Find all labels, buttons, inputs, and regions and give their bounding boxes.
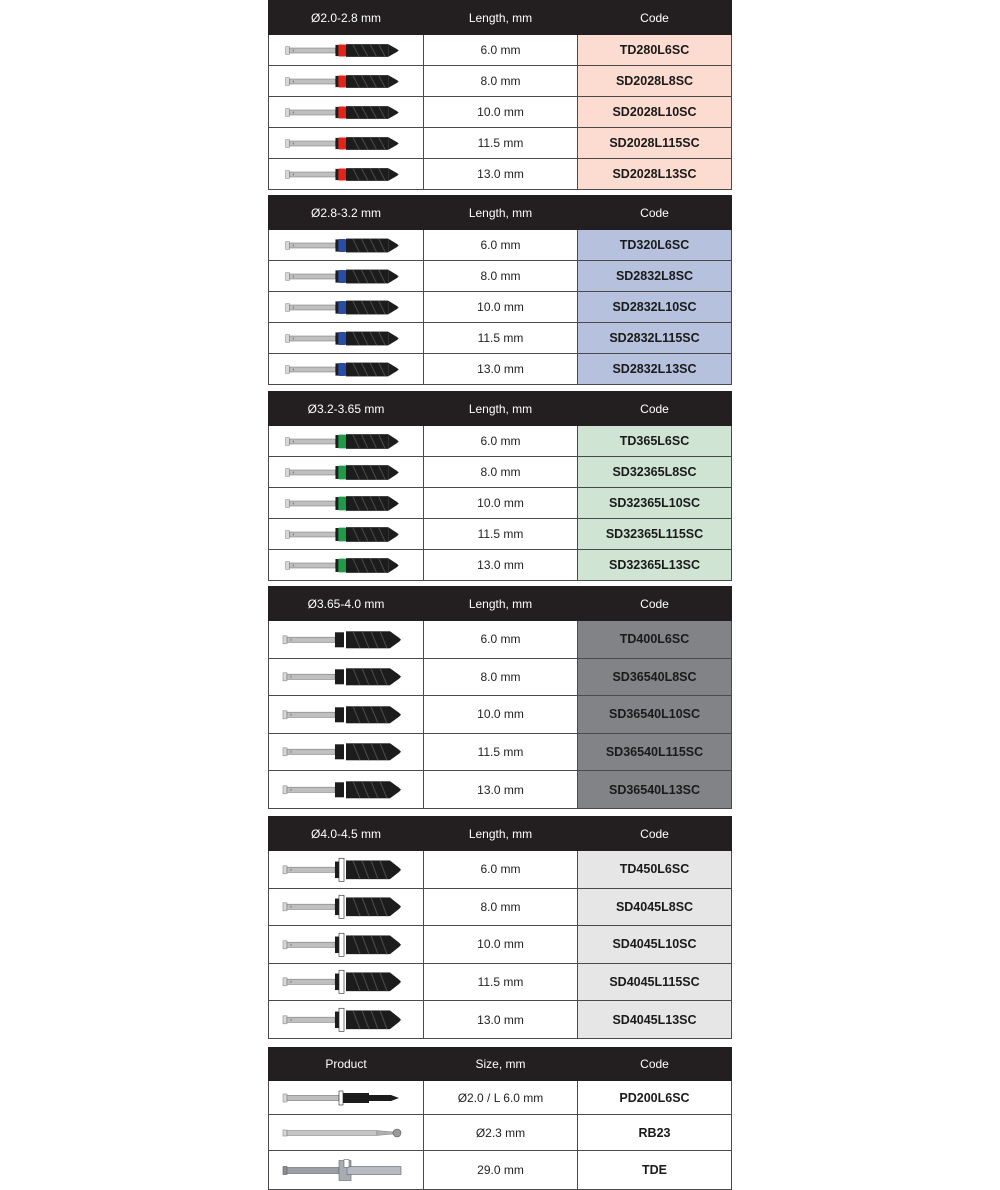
table-row [269, 888, 732, 926]
drill-image-cell [269, 926, 424, 964]
length-cell: 8.0 mm [424, 658, 578, 696]
drill-image-cell [269, 550, 424, 581]
code-cell: PD200L6SC [578, 1081, 732, 1115]
table-row [269, 66, 732, 97]
twist-drill-icon [281, 930, 411, 960]
column-header-diameter: Ø2.8-3.2 mm [269, 196, 424, 230]
code-cell: SD2028L10SC [578, 97, 732, 128]
table-header-row [269, 1, 732, 35]
length-cell: 10.0 mm [424, 696, 578, 734]
table-header-row [269, 1048, 732, 1081]
length-cell: 13.0 mm [424, 1001, 578, 1039]
size-cell: 29.0 mm [424, 1151, 578, 1190]
length-cell: 6.0 mm [424, 621, 578, 659]
accessory-product-table [268, 1047, 732, 1190]
twist-drill-icon [281, 662, 411, 692]
column-header-length: Length, mm [424, 392, 578, 426]
length-cell: 13.0 mm [424, 159, 578, 190]
column-header-length: Length, mm [424, 587, 578, 621]
code-cell: SD2028L13SC [578, 159, 732, 190]
twist-drill-icon [281, 430, 411, 453]
drill-image-cell [269, 1001, 424, 1039]
twist-drill-icon [281, 775, 411, 805]
table-row [269, 128, 732, 159]
drill-image-cell [269, 733, 424, 771]
drill-image-cell [269, 851, 424, 889]
twist-drill-icon [281, 358, 411, 381]
twist-drill-icon [281, 700, 411, 730]
drill-size-table [268, 195, 732, 385]
product-image-cell [269, 1081, 424, 1115]
twist-drill-icon [281, 163, 411, 186]
drill-image-cell [269, 426, 424, 457]
length-cell: 10.0 mm [424, 292, 578, 323]
length-cell: 11.5 mm [424, 519, 578, 550]
length-cell: 11.5 mm [424, 733, 578, 771]
code-cell: TD365L6SC [578, 426, 732, 457]
drill-image-cell [269, 354, 424, 385]
column-header-code: Code [578, 1048, 732, 1081]
column-header-length: Length, mm [424, 1, 578, 35]
code-cell: SD36540L13SC [578, 771, 732, 809]
length-cell: 11.5 mm [424, 323, 578, 354]
drill-image-cell [269, 128, 424, 159]
table-row [269, 354, 732, 385]
table-header-row [269, 587, 732, 621]
table-row [269, 963, 732, 1001]
column-header-length: Size, mm [424, 1048, 578, 1081]
length-cell: 8.0 mm [424, 66, 578, 97]
code-cell: SD2832L13SC [578, 354, 732, 385]
column-header-diameter: Ø4.0-4.5 mm [269, 817, 424, 851]
column-header-diameter: Ø3.65-4.0 mm [269, 587, 424, 621]
round-bur-icon [281, 1118, 411, 1148]
code-cell: SD4045L8SC [578, 888, 732, 926]
table-row [269, 733, 732, 771]
column-header-length: Length, mm [424, 196, 578, 230]
twist-drill-icon [281, 265, 411, 288]
code-cell: SD36540L10SC [578, 696, 732, 734]
product-image-cell [269, 1115, 424, 1151]
table-header-row [269, 392, 732, 426]
drill-image-cell [269, 230, 424, 261]
table-row [269, 97, 732, 128]
table-row [269, 851, 732, 889]
twist-drill-icon [281, 625, 411, 655]
column-header-code: Code [578, 587, 732, 621]
drill-size-table [268, 586, 732, 809]
table-row [269, 292, 732, 323]
table-row [269, 696, 732, 734]
table-row [269, 658, 732, 696]
table-row [269, 426, 732, 457]
twist-drill-icon [281, 296, 411, 319]
table-row [269, 457, 732, 488]
twist-drill-icon [281, 101, 411, 124]
drill-image-cell [269, 658, 424, 696]
drill-extension-icon [281, 1154, 411, 1187]
twist-drill-icon [281, 523, 411, 546]
twist-drill-icon [281, 492, 411, 515]
drill-image-cell [269, 771, 424, 809]
table-row [269, 621, 732, 659]
code-cell: TD280L6SC [578, 35, 732, 66]
code-cell: TDE [578, 1151, 732, 1190]
twist-drill-icon [281, 855, 411, 885]
length-cell: 6.0 mm [424, 35, 578, 66]
column-header-code: Code [578, 817, 732, 851]
drill-image-cell [269, 66, 424, 97]
drill-image-cell [269, 159, 424, 190]
length-cell: 10.0 mm [424, 488, 578, 519]
column-header-diameter: Ø2.0-2.8 mm [269, 1, 424, 35]
twist-drill-icon [281, 1005, 411, 1035]
code-cell: RB23 [578, 1115, 732, 1151]
code-cell: SD2028L8SC [578, 66, 732, 97]
drill-image-cell [269, 488, 424, 519]
column-header-diameter: Ø3.2-3.65 mm [269, 392, 424, 426]
drill-image-cell [269, 35, 424, 66]
code-cell: SD4045L10SC [578, 926, 732, 964]
code-cell: SD32365L10SC [578, 488, 732, 519]
drill-image-cell [269, 261, 424, 292]
table-row [269, 550, 732, 581]
code-cell: TD400L6SC [578, 621, 732, 659]
table-row [269, 926, 732, 964]
product-image-cell [269, 1151, 424, 1190]
code-cell: SD32365L13SC [578, 550, 732, 581]
twist-drill-icon [281, 737, 411, 767]
column-header-diameter: Product [269, 1048, 424, 1081]
table-row [269, 519, 732, 550]
code-cell: SD2832L8SC [578, 261, 732, 292]
drill-size-table [268, 816, 732, 1039]
drill-image-cell [269, 696, 424, 734]
twist-drill-icon [281, 554, 411, 577]
drill-image-cell [269, 519, 424, 550]
length-cell: 13.0 mm [424, 771, 578, 809]
code-cell: SD2028L115SC [578, 128, 732, 159]
twist-drill-icon [281, 967, 411, 997]
twist-drill-icon [281, 70, 411, 93]
table-header-row [269, 196, 732, 230]
length-cell: 8.0 mm [424, 457, 578, 488]
twist-drill-icon [281, 234, 411, 257]
drill-image-cell [269, 457, 424, 488]
drill-size-table [268, 391, 732, 581]
code-cell: SD4045L13SC [578, 1001, 732, 1039]
length-cell: 13.0 mm [424, 550, 578, 581]
code-cell: SD32365L115SC [578, 519, 732, 550]
size-cell: Ø2.3 mm [424, 1115, 578, 1151]
length-cell: 6.0 mm [424, 230, 578, 261]
length-cell: 10.0 mm [424, 926, 578, 964]
twist-drill-icon [281, 461, 411, 484]
column-header-code: Code [578, 392, 732, 426]
twist-drill-icon [281, 892, 411, 922]
drill-image-cell [269, 621, 424, 659]
code-cell: SD2832L115SC [578, 323, 732, 354]
table-row [269, 1151, 732, 1190]
table-row [269, 771, 732, 809]
table-row [269, 261, 732, 292]
code-cell: SD36540L115SC [578, 733, 732, 771]
table-row [269, 488, 732, 519]
table-row [269, 159, 732, 190]
table-row [269, 1115, 732, 1151]
drill-image-cell [269, 888, 424, 926]
length-cell: 6.0 mm [424, 851, 578, 889]
size-cell: Ø2.0 / L 6.0 mm [424, 1081, 578, 1115]
twist-drill-icon [281, 39, 411, 62]
column-header-length: Length, mm [424, 817, 578, 851]
length-cell: 11.5 mm [424, 963, 578, 1001]
code-cell: SD4045L115SC [578, 963, 732, 1001]
length-cell: 13.0 mm [424, 354, 578, 385]
column-header-code: Code [578, 1, 732, 35]
drill-image-cell [269, 97, 424, 128]
length-cell: 8.0 mm [424, 888, 578, 926]
table-row [269, 35, 732, 66]
twist-drill-icon [281, 132, 411, 155]
code-cell: SD36540L8SC [578, 658, 732, 696]
length-cell: 11.5 mm [424, 128, 578, 159]
pilot-drill-icon [281, 1084, 411, 1112]
table-row [269, 230, 732, 261]
drill-image-cell [269, 963, 424, 1001]
code-cell: TD450L6SC [578, 851, 732, 889]
drill-image-cell [269, 323, 424, 354]
length-cell: 8.0 mm [424, 261, 578, 292]
length-cell: 6.0 mm [424, 426, 578, 457]
code-cell: SD32365L8SC [578, 457, 732, 488]
code-cell: SD2832L10SC [578, 292, 732, 323]
table-header-row [269, 817, 732, 851]
drill-image-cell [269, 292, 424, 323]
table-row [269, 1081, 732, 1115]
table-row [269, 1001, 732, 1039]
twist-drill-icon [281, 327, 411, 350]
drill-size-table [268, 0, 732, 190]
code-cell: TD320L6SC [578, 230, 732, 261]
length-cell: 10.0 mm [424, 97, 578, 128]
column-header-code: Code [578, 196, 732, 230]
table-row [269, 323, 732, 354]
